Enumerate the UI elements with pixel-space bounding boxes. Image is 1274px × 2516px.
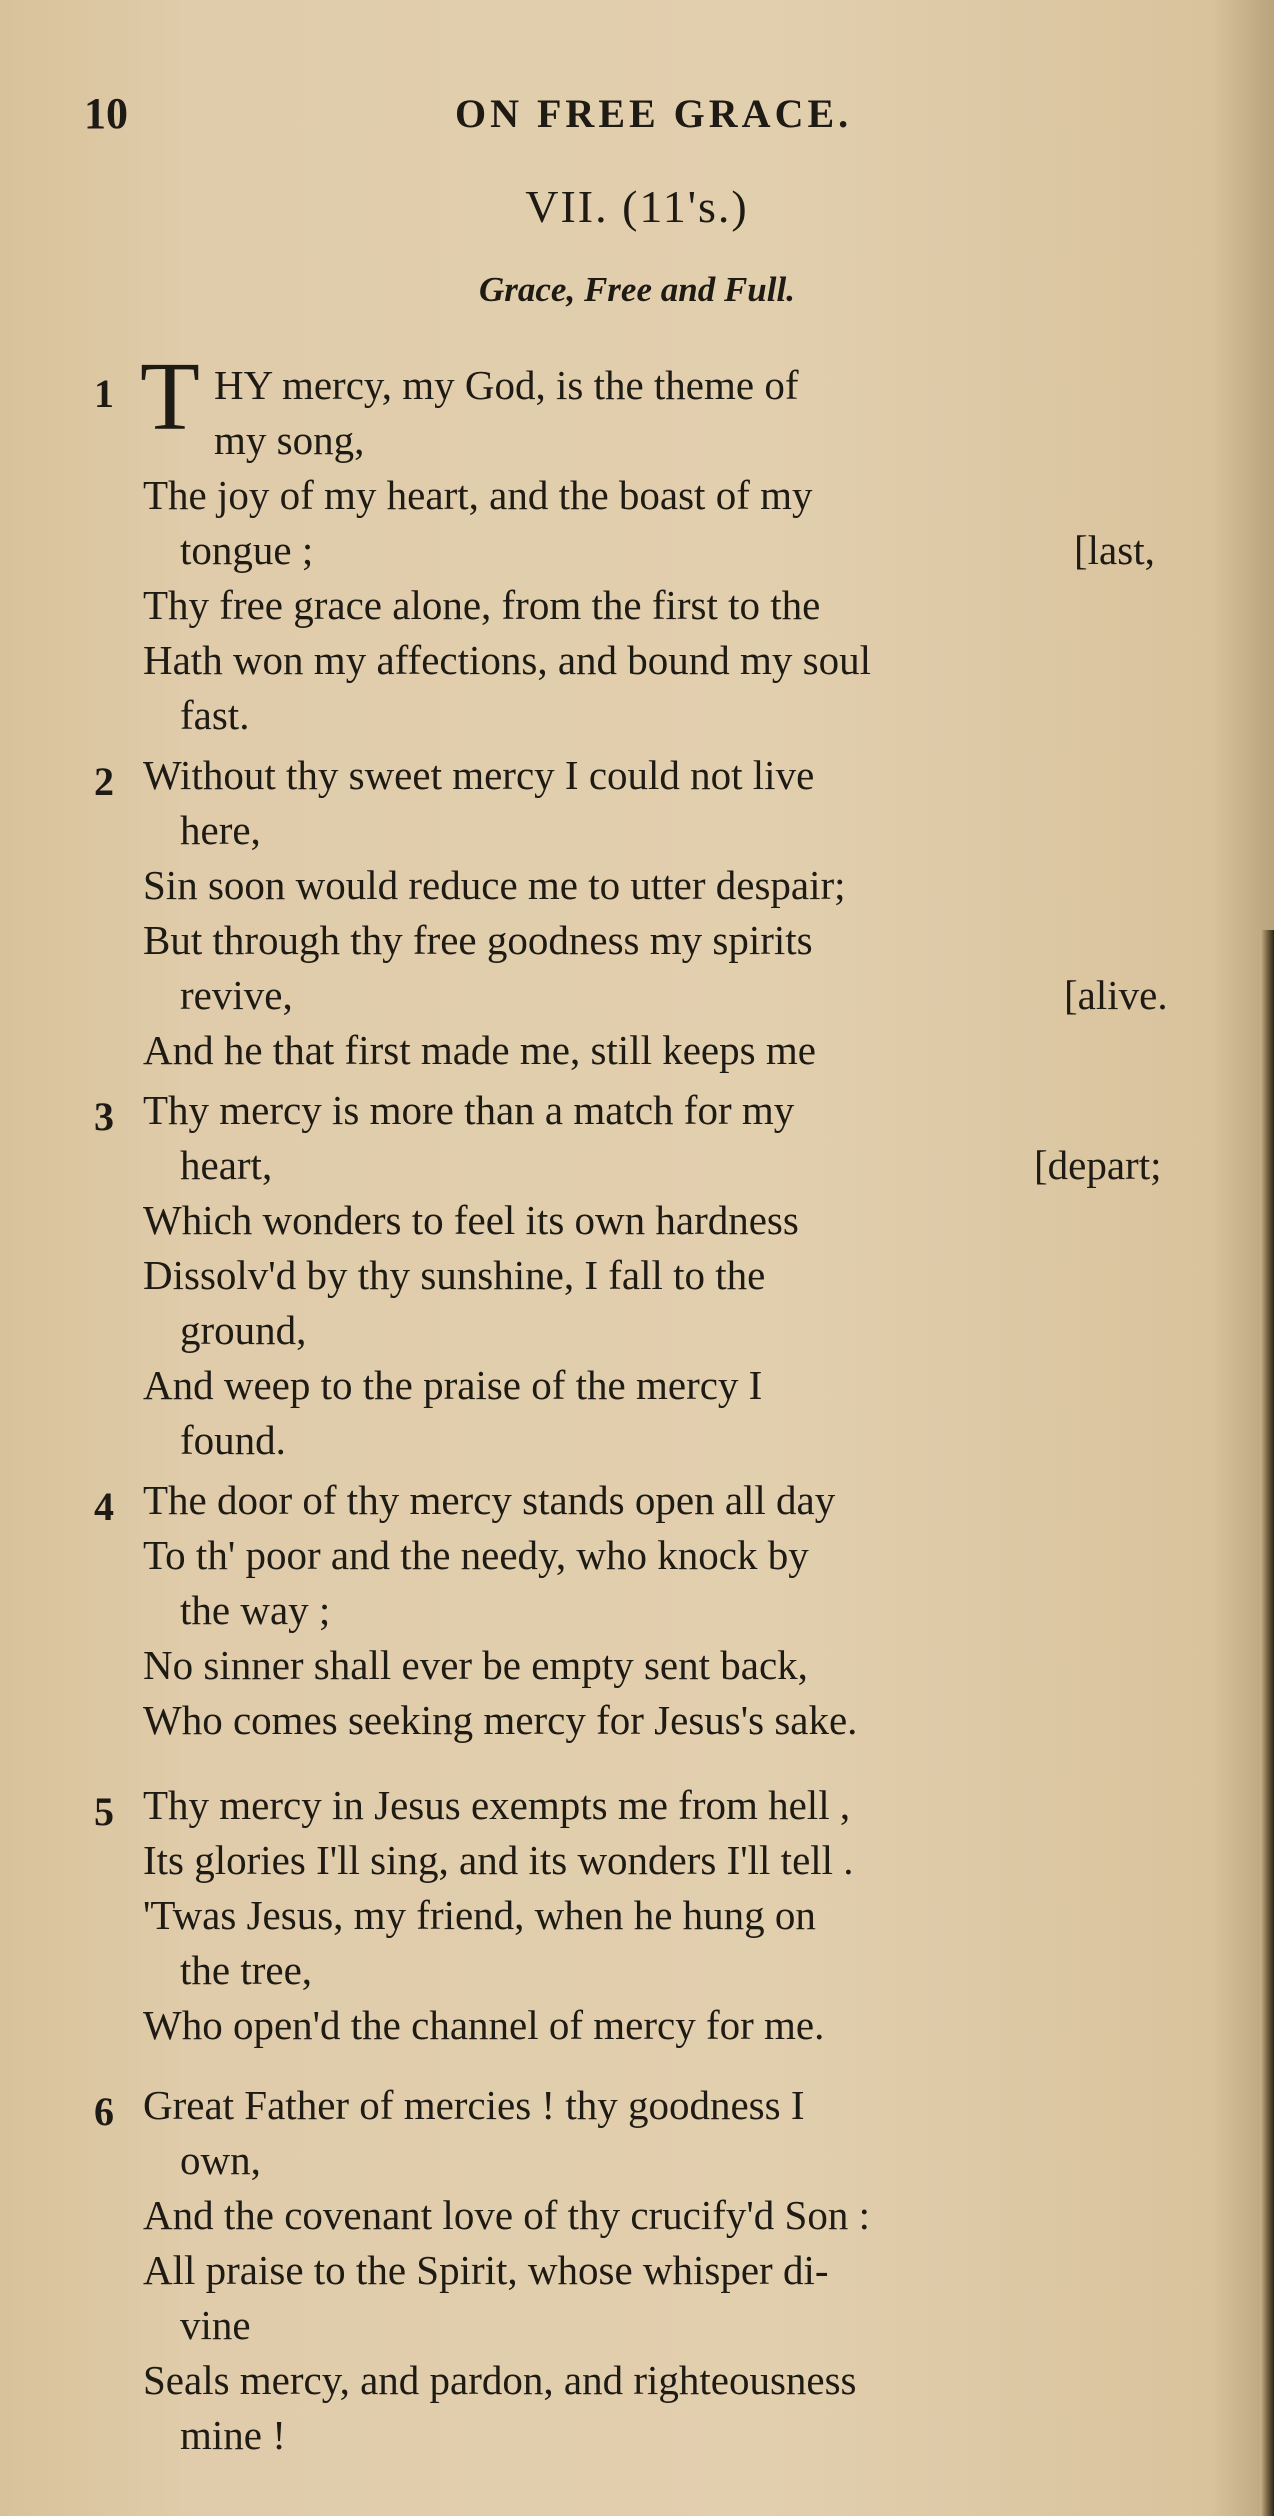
running-title: ON FREE GRACE. <box>455 91 853 136</box>
verse-line: vine <box>180 2302 251 2348</box>
verse-line: And weep to the praise of the mercy I <box>143 1362 763 1408</box>
verse-line: Dissolv'd by thy sunshine, I fall to the <box>143 1252 766 1298</box>
verse-line: here, <box>180 807 261 853</box>
verse-line: mine ! <box>180 2412 286 2458</box>
verse-line: Thy free grace alone, from the first to the <box>143 582 821 628</box>
hymn-number: VII. (11's.) <box>525 181 749 232</box>
verse-line: Sin soon would reduce me to utter despair; <box>143 862 846 908</box>
verse-number: 3 <box>94 1094 114 1139</box>
verse-line: [alive. <box>1064 972 1168 1018</box>
verse-line: The door of thy mercy stands open all day <box>143 1477 836 1523</box>
verse-line: Seals mercy, and pardon, and righteousness <box>143 2357 857 2403</box>
verse-line: ground, <box>180 1307 307 1353</box>
verse-line: Its glories I'll sing, and its wonders I'll tell . <box>143 1837 854 1883</box>
page-header <box>0 88 1274 148</box>
verse-line: Which wonders to feel its own hardness <box>143 1197 799 1243</box>
page-edge-shadow <box>1260 930 1274 2516</box>
verse-line: No sinner shall ever be empty sent back, <box>143 1642 808 1688</box>
verse-line: Great Father of mercies ! thy goodness I <box>143 2082 805 2128</box>
verse-line: heart, <box>180 1142 273 1188</box>
verse-line: Hath won my affections, and bound my soul <box>143 637 872 683</box>
page-number: 10 <box>84 89 128 138</box>
verse-line: the tree, <box>180 1947 313 1993</box>
verse-line: HY mercy, my God, is the theme of <box>214 362 799 408</box>
verse-line: Who open'd the channel of mercy for me. <box>143 2002 825 2048</box>
verse-line: Who comes seeking mercy for Jesus's sake. <box>143 1697 858 1743</box>
verse-line: found. <box>180 1417 286 1463</box>
verse-line: [depart; <box>1034 1142 1162 1188</box>
verse-line: Without thy sweet mercy I could not live <box>143 752 815 798</box>
verse-line: 'Twas Jesus, my friend, when he hung on <box>143 1892 816 1938</box>
verse-line: And he that first made me, still keeps me <box>143 1027 816 1073</box>
verse-line: fast. <box>180 692 250 738</box>
verse-line: To th' poor and the needy, who knock by <box>143 1532 809 1578</box>
verse-line: revive, <box>180 972 293 1018</box>
verse-number: 2 <box>94 759 114 804</box>
verse-line: Thy mercy in Jesus exempts me from hell , <box>143 1782 851 1828</box>
verse-number: 4 <box>94 1484 114 1529</box>
verse-line: my song, <box>214 417 365 463</box>
verse-line: And the covenant love of thy crucify'd Son : <box>143 2192 870 2238</box>
verse-line: But through thy free goodness my spirits <box>143 917 813 963</box>
verse-line: the way ; <box>180 1587 331 1633</box>
verse-line: [last, <box>1074 527 1155 573</box>
verse-line: Thy mercy is more than a match for my <box>143 1087 795 1133</box>
verse-line: All praise to the Spirit, whose whisper di- <box>143 2247 829 2293</box>
verse-line: own, <box>180 2137 261 2183</box>
verse-number: 1 <box>94 371 114 416</box>
verse-line: tongue ; <box>180 527 314 573</box>
verse-number: 6 <box>94 2089 114 2134</box>
drop-cap: T <box>140 343 200 451</box>
verse-number: 5 <box>94 1789 114 1834</box>
hymn-subtitle: Grace, Free and Full. <box>479 270 795 309</box>
verse-line: The joy of my heart, and the boast of my <box>143 472 813 518</box>
